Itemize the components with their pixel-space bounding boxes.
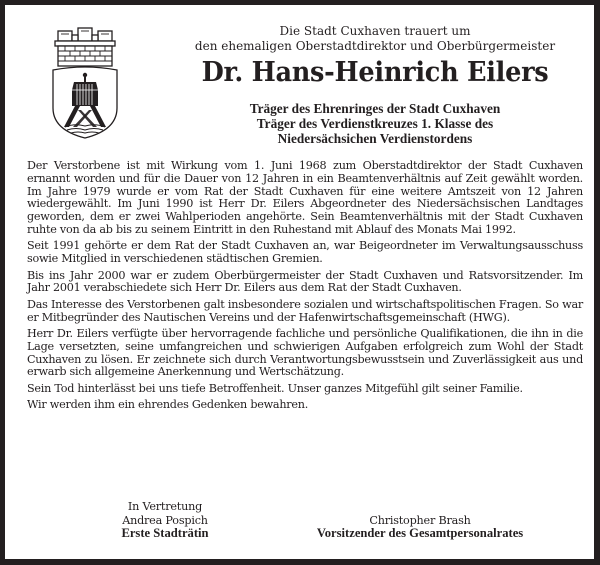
signatory-name: Andrea Pospich [122,513,208,527]
paragraph: Seit 1991 gehörte er dem Rat der Stadt Cuxhaven an, war Beigeordneter im Verwaltungsausschuss sowie Mitglied in verschiedenen städtischen Gremien. [27,239,583,266]
signature-right [295,500,545,541]
deceased-name: Dr. Hans-Heinrich Eilers [201,56,549,88]
paragraph: Herr Dr. Eilers verfügte über hervorragende fachliche und persönliche Qualifikationen, die ihn in die Lage versetzten, seine umfangreichen und schwierigen Aufgaben erfolgreich zum Wohl der Stadt Cuxhaven zu lösen. Er zeichnete sich durch Verantwortungsbewusstsein und Zuverlässigkeit aus und erwarb sich allgemeine Anerkennung und Wertschätzung. [27,326,583,379]
honor-item: Niedersächsichen Verdienstordens [277,131,473,146]
intro-line-1: Die Stadt Cuxhaven trauert um [279,24,471,38]
paragraph: Sein Tod hinterlässt bei uns tiefe Betroffenheit. Unser ganzes Mitgefühl gilt seiner Familie. [27,381,523,395]
signatory-name: Christopher Brash [369,513,471,527]
intro-line-2: den ehemaligen Oberstadtdirektor und Oberbürgermeister [194,39,556,53]
coat-of-arms-icon [45,20,125,145]
paragraph: Wir werden ihm ein ehrendes Gedenken bewahren. [27,398,309,412]
honor-item: Träger des Ehrenringes der Stadt Cuxhaven [249,101,501,116]
paragraph: Bis ins Jahr 2000 war er zudem Oberbürgermeister der Stadt Cuxhaven und Ratsvorsitzender. Im Jahr 2001 verabschiedete sich Herr Dr. Eilers aus dem Rat der Stadt Cuxhaven. [27,268,583,295]
honor-item: Träger des Verdienstkreuzes 1. Klasse des [256,116,494,131]
signature-left [95,500,235,541]
honors-list [155,101,595,146]
signature-prefix: In Vertretung [127,500,203,513]
notice-header [155,24,595,89]
signatory-title: Erste Stadträtin [121,526,209,540]
paragraph: Der Verstorbene ist mit Wirkung vom 1. Juni 1968 zum Oberstadtdirektor der Stadt Cuxhaven ernannt worden und für die Dauer von 12 Jahren in ein Beamtenverhältnis auf Zeit gewählt worden. Im Jahre 1979 wurde er vom Rat der Stadt Cuxhaven für eine weitere Amtszeit von 12 Jahren wiedergewählt. Im Juni 1990 ist Herr Dr. Eilers Abgeordneter des Niedersächsischen Landtages geworden, dem er zwei Wahlperioden angehörte. Sein Beamtenverhältnis mit der Stadt Cuxhaven ruhte von da ab bis zu seinem Eintritt in den Ruhestand mit Ablauf des Monats Mai 1992. [27,159,583,236]
paragraph: Das Interesse des Verstorbenen galt insbesondere sozialen und wirtschaftspolitischen Fragen. So war er Mitbegründer des Nautischen Vereins und der Hafenwirtschaftsgemeinschaft (HWG). [27,297,583,324]
signature-spacer [295,500,545,514]
obituary-text [27,160,583,416]
signatory-title: Vorsitzender des Gesamtpersonalrates [316,526,524,540]
